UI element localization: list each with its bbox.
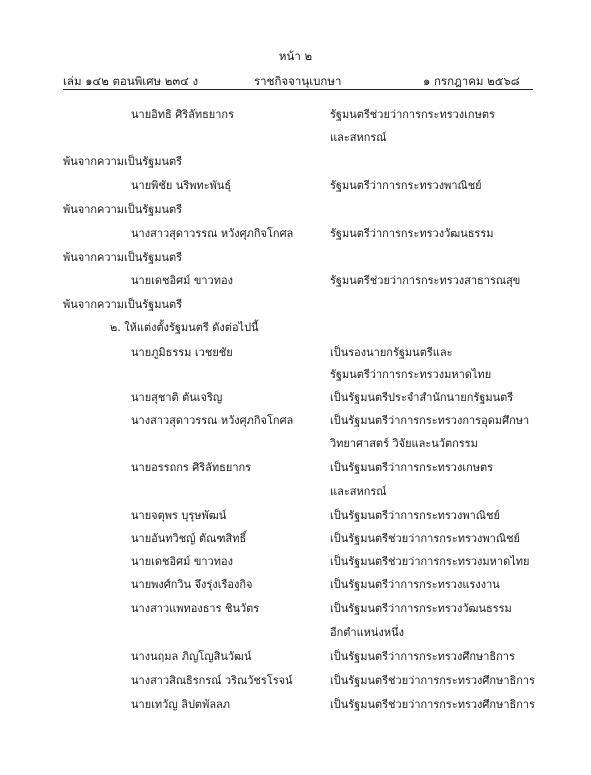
appointed-name: นางนฤมล ภิญโญสินวัฒน์ xyxy=(131,650,252,663)
appointed-position: เป็นรัฐมนตรีช่วยว่าการกระทรวงมหาดไทย xyxy=(330,555,530,568)
appointed-name: นายเดชอิศม์ ขาวทอง xyxy=(131,555,233,568)
gazette-header xyxy=(63,73,533,90)
appointed-name: นายสุชาติ ตันเจริญ xyxy=(131,391,223,404)
appointed-name: นายเทวัญ ลิปตพัลลภ xyxy=(131,698,231,711)
appointed-name: นายจตุพร บุรุษพัฒน์ xyxy=(131,509,227,522)
removed-position: รัฐมนตรีว่าการกระทรวงพาณิชย์ xyxy=(330,179,482,192)
appointed-position: เป็นรัฐมนตรีว่าการกระทรวงเกษตร xyxy=(330,461,494,474)
appointed-name: นางสาวสิณธิรกรณ์ วริณวัชรโรจน์ xyxy=(131,674,293,687)
removed-note: พ้นจากความเป็นรัฐมนตรี xyxy=(63,251,183,264)
removed-name: นางสาวสุดาวรรณ หวังศุภกิจโกศล xyxy=(131,227,294,240)
appointed-name: นายพงศ์กวิน จึงรุ่งเรืองกิจ xyxy=(131,578,253,591)
header-gazette-title: ราชกิจจานุเบกษา xyxy=(254,74,342,88)
removed-note: พ้นจากความเป็นรัฐมนตรี xyxy=(63,155,183,168)
removed-name: นายพิชัย นริพทะพันธุ์ xyxy=(131,179,232,192)
appointed-name: นางสาวแพทองธาร ชินวัตร xyxy=(131,602,260,615)
appointed-position-cont: รัฐมนตรีว่าการกระทรวงมหาดไทย xyxy=(330,368,492,381)
header-date: ๑ กรกฎาคม ๒๕๖๘ xyxy=(423,74,520,88)
appointed-position: เป็นรัฐมนตรีช่วยว่าการกระทรวงพาณิชย์ xyxy=(330,532,520,545)
removed-note: พ้นจากความเป็นรัฐมนตรี xyxy=(63,203,183,216)
removed-name: นายเดชอิศม์ ขาวทอง xyxy=(131,274,233,287)
removed-name: นายอิทธิ ศิริลัทธยากร xyxy=(131,108,234,121)
appointed-position: เป็นรัฐมนตรีช่วยว่าการกระทรวงศึกษาธิการ xyxy=(330,674,535,687)
removed-position: รัฐมนตรีช่วยว่าการกระทรวงสาธารณสุข xyxy=(330,274,521,287)
appointed-position-cont: และสหกรณ์ xyxy=(330,485,387,498)
appointed-position: เป็นรัฐมนตรีว่าการกระทรวงพาณิชย์ xyxy=(330,509,500,522)
appointed-position: เป็นรัฐมนตรีว่าการกระทรวงศึกษาธิการ xyxy=(330,650,515,663)
section-heading: ๒. ให้แต่งตั้งรัฐมนตรี ดังต่อไปนี้ xyxy=(110,321,259,334)
header-volume: เล่ม ๑๔๒ ตอนพิเศษ ๒๓๔ ง xyxy=(63,74,199,88)
appointed-position-cont: วิทยาศาสตร์ วิจัยและนวัตกรรม xyxy=(330,437,478,450)
appointed-name: นายภูมิธรรม เวชยชัย xyxy=(131,346,233,359)
removed-note: พ้นจากความเป็นรัฐมนตรี xyxy=(63,298,183,311)
appointed-name: นางสาวสุดาวรรณ หวังศุภกิจโกศล xyxy=(131,414,294,427)
appointed-position: เป็นรัฐมนตรีช่วยว่าการกระทรวงศึกษาธิการ xyxy=(330,698,535,711)
page-number: หน้า ๒ xyxy=(278,49,313,63)
appointed-position-cont: อีกตำแหน่งหนึ่ง xyxy=(330,626,404,639)
appointed-position: เป็นรัฐมนตรีว่าการกระทรวงวัฒนธรรม xyxy=(330,602,512,615)
removed-position: รัฐมนตรีว่าการกระทรวงวัฒนธรรม xyxy=(330,227,494,240)
appointed-name: นายอรรถกร ศิริลัทธยากร xyxy=(131,461,252,474)
appointed-position: เป็นรัฐมนตรีว่าการกระทรวงแรงงาน xyxy=(330,578,500,591)
appointed-position: เป็นรัฐมนตรีประจำสำนักนายกรัฐมนตรี xyxy=(330,391,514,404)
removed-position-cont: และสหกรณ์ xyxy=(330,131,387,144)
appointed-position: เป็นรองนายกรัฐมนตรีและ xyxy=(330,346,453,359)
appointed-position: เป็นรัฐมนตรีว่าการกระทรวงการอุดมศึกษา xyxy=(330,414,530,427)
appointed-name: นายอันทวิชญ์ ตัณฑสิทธิ์ xyxy=(131,532,247,545)
removed-position: รัฐมนตรีช่วยว่าการกระทรวงเกษตร xyxy=(330,108,495,121)
